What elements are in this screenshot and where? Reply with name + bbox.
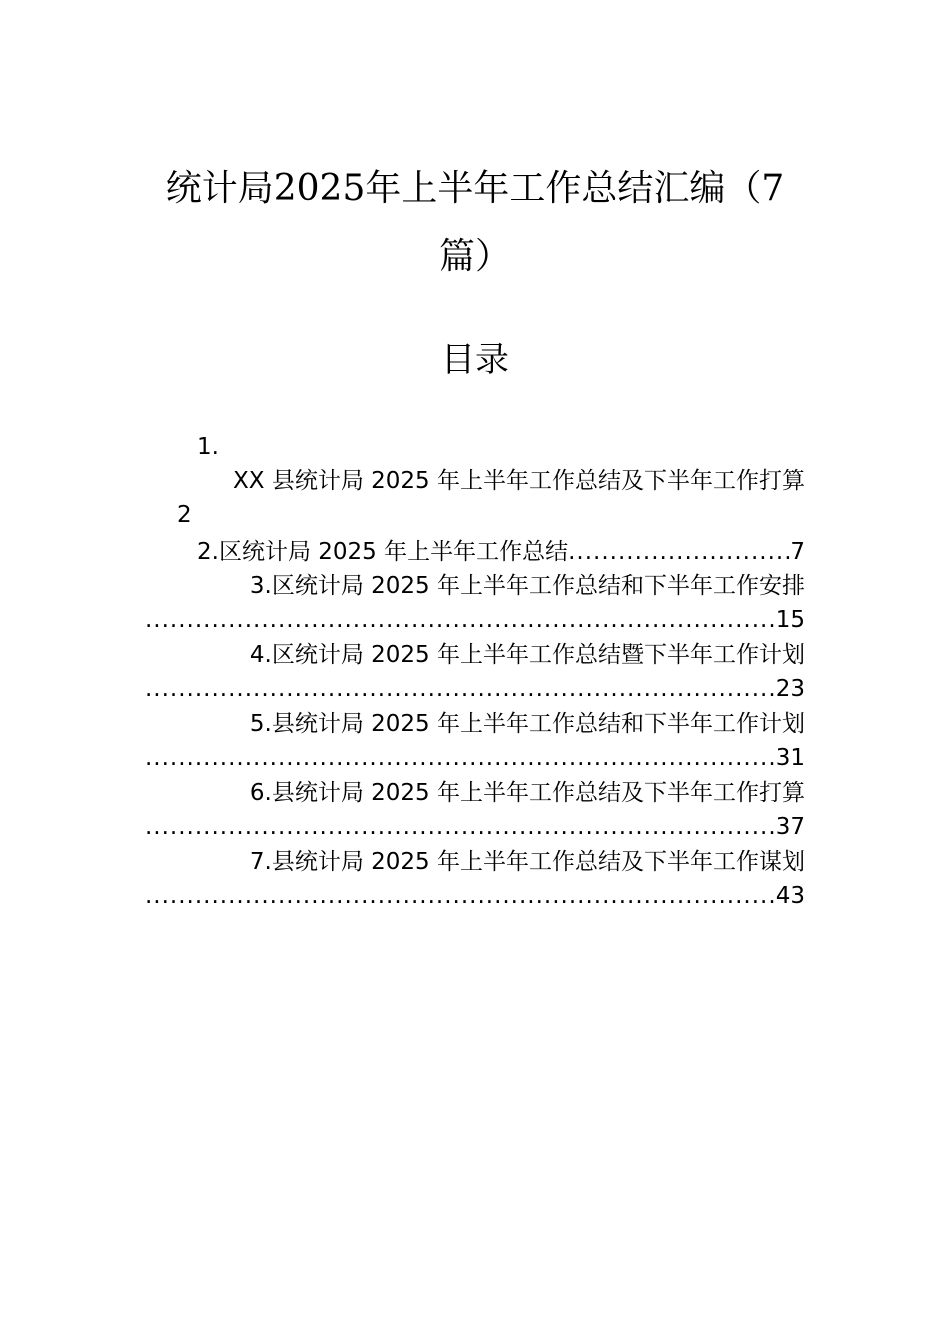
toc-entry-2-number: 2. [197, 539, 219, 565]
toc-leader-dots [145, 741, 776, 775]
document-title-line-1 [0, 165, 950, 213]
toc-entry-7-number: 7. [249, 849, 272, 875]
toc-entry-3-leader-line[interactable] [145, 603, 805, 637]
toc-entry-5-number: 5. [249, 711, 272, 737]
toc-entry-6-page: 37 [775, 814, 805, 840]
toc-leader-dots [145, 879, 776, 913]
toc-entry-2[interactable] [145, 535, 805, 569]
toc-entry-3[interactable] [145, 569, 805, 603]
title-year: 2025 [273, 168, 366, 209]
toc-entry-1-title[interactable]: XX 县统计局 2025 年上半年工作总结及下半年工作打算 [233, 468, 805, 494]
toc-entry-1-page[interactable]: 2 [177, 502, 192, 528]
toc-entry-7-page: 43 [775, 883, 805, 909]
toc-entry-2-page: 7 [790, 539, 805, 565]
toc-entry-5-title: 县统计局 2025 年上半年工作总结和下半年工作计划 [271, 711, 805, 737]
toc-heading: 目录 [441, 340, 509, 380]
toc-entry-4-title: 区统计局 2025 年上半年工作总结暨下半年工作计划 [271, 642, 805, 668]
toc-entry-6-leader-line[interactable] [145, 810, 805, 844]
toc-entry-4-number: 4. [249, 642, 272, 668]
toc-entry-4-page: 23 [775, 676, 805, 702]
title-suffix: 年上半年工作总结汇编（ [365, 168, 762, 209]
toc-entry-3-title: 区统计局 2025 年上半年工作总结和下半年工作安排 [271, 573, 805, 599]
toc-entry-6-title: 县统计局 2025 年上半年工作总结及下半年工作打算 [271, 780, 805, 806]
title-count: 7 [761, 168, 785, 209]
toc-entry-5-page: 31 [775, 745, 805, 771]
toc-entry-2-title: 区统计局 2025 年上半年工作总结 [218, 539, 569, 565]
toc-entry-5[interactable] [145, 707, 805, 741]
toc-entry-6-number: 6. [249, 780, 272, 806]
toc-entry-7-title: 县统计局 2025 年上半年工作总结及下半年工作谋划 [271, 849, 805, 875]
toc-leader-dots [145, 672, 776, 706]
toc-entry-7-leader-line[interactable] [145, 879, 805, 913]
toc-entry-6[interactable] [145, 776, 805, 810]
toc-leader-dots [145, 603, 776, 637]
toc-leader-dots [568, 535, 790, 569]
toc-entry-3-number: 3. [249, 573, 272, 599]
toc-entry-1-number[interactable]: 1. [197, 434, 219, 460]
title-prefix: 统计局 [165, 168, 274, 209]
toc-leader-dots [145, 810, 776, 844]
toc-entry-4[interactable] [145, 638, 805, 672]
toc-entry-3-page: 15 [775, 607, 805, 633]
document-title-line-2: 篇） [438, 236, 511, 277]
toc-entry-7[interactable] [145, 845, 805, 879]
toc-entry-4-leader-line[interactable] [145, 672, 805, 706]
toc-entry-5-leader-line[interactable] [145, 741, 805, 775]
